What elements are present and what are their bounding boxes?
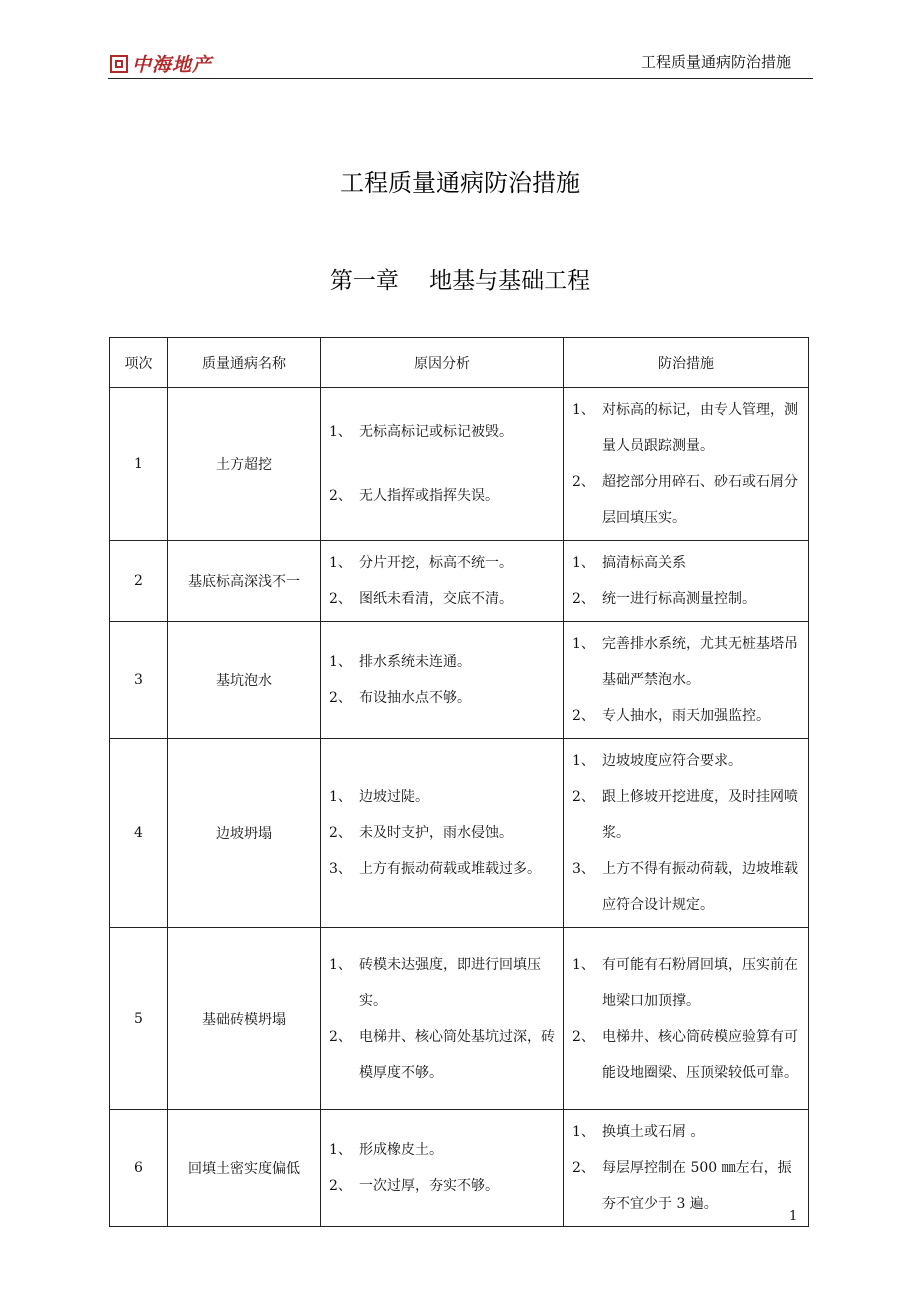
header-name: 质量通病名称 xyxy=(168,338,321,388)
cause-item: 1、 形成橡皮土。 xyxy=(329,1142,443,1158)
measure-item: 2、 统一进行标高测量控制。 xyxy=(572,591,756,607)
cause-item: 2、 电梯井、核心筒处基坑过深，砖模厚度不够。 xyxy=(329,1028,555,1081)
page-number: 1 xyxy=(789,1209,798,1224)
table-row xyxy=(110,388,809,541)
chapter-title: 第一章 地基与基础工程 xyxy=(329,268,591,294)
cause-item: 1、 排水系统未连通。 xyxy=(329,654,471,670)
row-no: 5 xyxy=(110,928,168,1110)
row-no: 4 xyxy=(110,739,168,928)
cause-item: 1、 边坡过陡。 xyxy=(329,789,429,805)
zhonghai-logo-icon xyxy=(110,55,128,73)
header-no: 项次 xyxy=(110,338,168,388)
header-measures: 防治措施 xyxy=(564,338,809,388)
measure-item: 1、 边坡坡度应符合要求。 xyxy=(572,753,742,769)
measure-item: 1、 有可能有石粉屑回填，压实前在地梁口加顶撑。 xyxy=(572,956,798,1009)
row-measures xyxy=(564,541,809,622)
row-name: 基础砖模坍塌 xyxy=(168,928,321,1110)
row-causes xyxy=(321,928,564,1110)
cause-item: 1、 砖模未达强度，即进行回填压实。 xyxy=(329,956,541,1009)
cause-item: 2、 未及时支护，雨水侵蚀。 xyxy=(329,825,513,841)
row-no: 6 xyxy=(110,1110,168,1227)
logo-text: 中海地产 xyxy=(132,54,213,76)
row-name: 土方超挖 xyxy=(168,388,321,541)
measure-item: 2、 每层厚控制在 500 ㎜左右，振夯不宜少于 3 遍。 xyxy=(572,1160,792,1212)
row-measures xyxy=(564,928,809,1110)
measure-item: 3、 上方不得有振动荷载，边坡堆载应符合设计规定。 xyxy=(572,861,798,913)
row-measures xyxy=(564,739,809,928)
row-causes xyxy=(321,388,564,541)
header-causes: 原因分析 xyxy=(321,338,564,388)
cause-item: 1、 分片开挖，标高不统一。 xyxy=(329,555,513,571)
row-name: 基底标高深浅不一 xyxy=(168,541,321,622)
row-measures xyxy=(564,1110,809,1227)
cause-item: 2、 图纸未看清，交底不清。 xyxy=(329,591,513,607)
row-name: 基坑泡水 xyxy=(168,622,321,739)
cause-item: 2、 一次过厚，夯实不够。 xyxy=(329,1178,499,1194)
measure-item: 2、 电梯井、核心筒砖模应验算有可能设地圈梁、压顶梁较低可靠。 xyxy=(572,1028,798,1081)
row-causes xyxy=(321,541,564,622)
table-row xyxy=(110,1110,809,1227)
row-no: 2 xyxy=(110,541,168,622)
row-causes xyxy=(321,739,564,928)
table-row xyxy=(110,541,809,622)
table-row xyxy=(110,622,809,739)
cause-item: 3、 上方有振动荷载或堆载过多。 xyxy=(329,861,541,877)
row-causes xyxy=(321,622,564,739)
header-title: 工程质量通病防治措施 xyxy=(640,53,791,71)
cause-item: 1、 无标高标记或标记被毁。 xyxy=(329,424,513,440)
measure-item: 1、 完善排水系统，尤其无桩基塔吊基础严禁泡水。 xyxy=(572,636,798,688)
measure-item: 2、 专人抽水，雨天加强监控。 xyxy=(572,708,770,724)
table-header-row xyxy=(110,338,809,388)
measure-item: 1、 对标高的标记，由专人管理，测量人员跟踪测量。 xyxy=(572,402,798,454)
row-measures xyxy=(564,388,809,541)
row-name: 边坡坍塌 xyxy=(168,739,321,928)
row-no: 3 xyxy=(110,622,168,739)
row-name: 回填土密实度偏低 xyxy=(168,1110,321,1227)
table-row xyxy=(110,739,809,928)
defects-table xyxy=(109,337,809,1227)
table-row xyxy=(110,928,809,1110)
measure-item: 2、 跟上修坡开挖进度，及时挂网喷浆。 xyxy=(572,789,798,841)
cause-item: 2、 无人指挥或指挥失误。 xyxy=(329,488,499,504)
measure-item: 2、 超挖部分用碎石、砂石或石屑分层回填压实。 xyxy=(572,474,798,526)
logo xyxy=(110,50,212,77)
measure-item: 1、 搞清标高关系 xyxy=(572,555,686,571)
page-header xyxy=(108,44,813,79)
row-measures xyxy=(564,622,809,739)
row-no: 1 xyxy=(110,388,168,541)
document-title: 工程质量通病防治措施 xyxy=(340,169,580,197)
cause-item: 2、 布设抽水点不够。 xyxy=(329,690,471,706)
row-causes xyxy=(321,1110,564,1227)
measure-item: 1、 换填土或石屑 。 xyxy=(572,1124,705,1140)
